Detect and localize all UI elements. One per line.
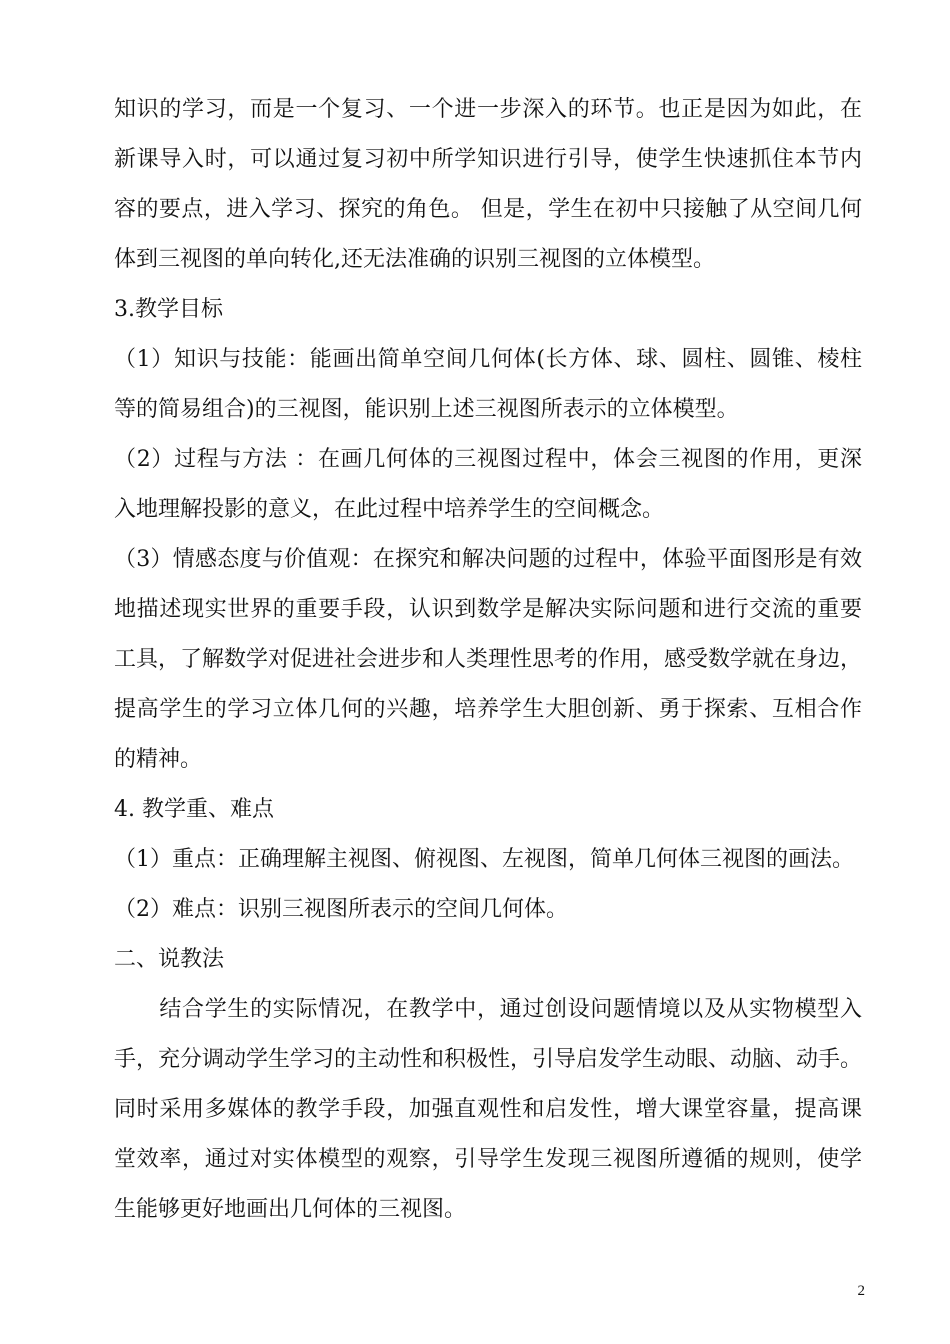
- section-heading: 3.教学目标: [114, 297, 223, 322]
- text-line: 同时采用多媒体的教学手段，加强直观性和启发性，增大课堂容量，提高课: [114, 1097, 862, 1122]
- text-line: 生能够更好地画出几何体的三视图。: [114, 1197, 467, 1222]
- text-line: （3）情感态度与价值观：在探究和解决问题的过程中，体验平面图形是有效: [114, 547, 862, 572]
- text-line: 地描述现实世界的重要手段，认识到数学是解决实际问题和进行交流的重要: [114, 597, 862, 622]
- text-line: 手，充分调动学生学习的主动性和积极性，引导启发学生动眼、动脑、动手。: [114, 1047, 862, 1072]
- text-line: 工具，了解数学对促进社会进步和人类理性思考的作用，感受数学就在身边，: [114, 647, 862, 672]
- text-line: 提高学生的学习立体几何的兴趣，培养学生大胆创新、勇于探索、互相合作: [114, 697, 862, 722]
- text-line: 堂效率，通过对实体模型的观察，引导学生发现三视图所遵循的规则，使学: [114, 1147, 862, 1172]
- text-line: （1）知识与技能：能画出简单空间几何体(长方体、球、圆柱、圆锥、棱柱: [114, 347, 862, 372]
- text-line: （1）重点：正确理解主视图、俯视图、左视图，简单几何体三视图的画法。: [114, 847, 854, 872]
- text-line: 新课导入时，可以通过复习初中所学知识进行引导，使学生快速抓住本节内: [114, 147, 862, 172]
- text-line: 容的要点，进入学习、探究的角色。 但是，学生在初中只接触了从空间几何: [114, 197, 862, 222]
- section-heading: 4. 教学重、难点: [114, 797, 274, 822]
- text-line: 等的简易组合)的三视图，能识别上述三视图所表示的立体模型。: [114, 397, 739, 422]
- text-line: 知识的学习，而是一个复习、一个进一步深入的环节。也正是因为如此，在: [114, 97, 862, 122]
- text-line: 入地理解投影的意义，在此过程中培养学生的空间概念。: [114, 497, 665, 522]
- text-line: （2）过程与方法 ：在画几何体的三视图过程中，体会三视图的作用，更深: [114, 447, 862, 472]
- text-line: （2）难点：识别三视图所表示的空间几何体。: [114, 897, 568, 922]
- text-line: 的精神。: [114, 747, 203, 772]
- section-heading: 二、说教法: [114, 947, 225, 972]
- page-number: 2: [857, 1283, 865, 1299]
- text-line: 体到三视图的单向转化,还无法准确的识别三视图的立体模型。: [114, 247, 715, 272]
- text-line: 结合学生的实际情况，在教学中，通过创设问题情境以及从实物模型入: [114, 997, 862, 1022]
